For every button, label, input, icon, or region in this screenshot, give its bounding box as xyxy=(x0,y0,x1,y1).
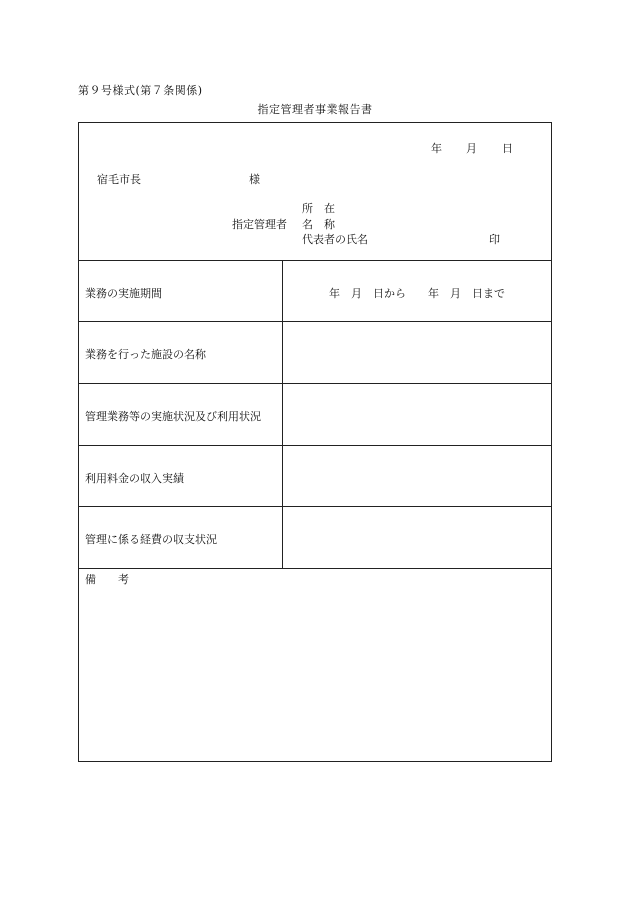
fee-revenue-field[interactable] xyxy=(283,446,551,505)
seal-mark: 印 xyxy=(489,233,500,246)
facility-name-field[interactable] xyxy=(283,322,551,382)
recipient-label: 宿毛市長 xyxy=(97,173,141,186)
report-form-table xyxy=(78,122,552,762)
row-label-fee-revenue: 利用料金の収入実績 xyxy=(85,472,184,485)
period-value-field[interactable]: 年 月 日から 年 月 日まで xyxy=(329,287,505,300)
remarks-label: 備 考 xyxy=(85,573,129,586)
operation-status-field[interactable] xyxy=(283,384,551,444)
row-divider xyxy=(79,260,551,261)
representative-field-label: 代表者の氏名 xyxy=(302,233,368,246)
location-field-label: 所 在 xyxy=(302,202,335,215)
row-label-expense-balance: 管理に係る経費の収支状況 xyxy=(85,533,217,546)
remarks-field[interactable] xyxy=(80,569,550,761)
expense-balance-field[interactable] xyxy=(283,507,551,567)
row-label-facility-name: 業務を行った施設の名称 xyxy=(85,348,206,361)
row-label-operation-status: 管理業務等の実施状況及び利用状況 xyxy=(85,410,261,423)
date-day-field[interactable]: 日 xyxy=(502,142,513,155)
name-field-label: 名 称 xyxy=(302,218,335,231)
document-title: 指定管理者事業報告書 xyxy=(257,103,373,116)
date-month-field[interactable]: 月 xyxy=(466,142,477,155)
row-label-period: 業務の実施期間 xyxy=(85,287,162,300)
honorific-label: 様 xyxy=(249,173,260,186)
form-number-label: 第９号様式(第７条関係) xyxy=(78,84,203,97)
manager-role-label: 指定管理者 xyxy=(232,218,287,231)
date-year-field[interactable]: 年 xyxy=(431,142,442,155)
